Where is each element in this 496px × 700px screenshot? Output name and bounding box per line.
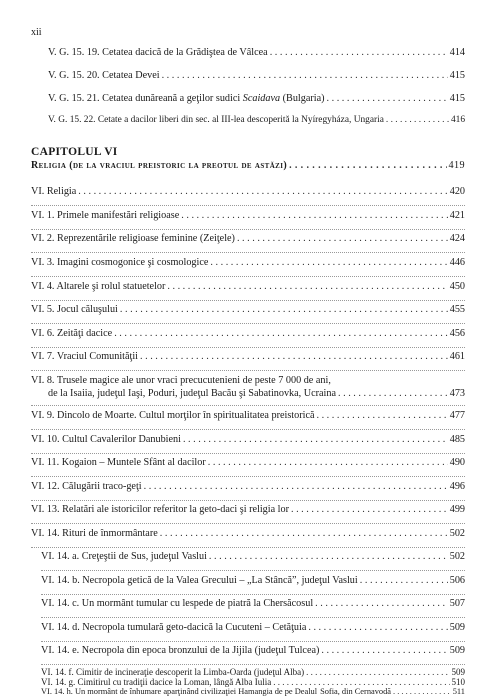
dot-leader (316, 409, 447, 422)
toc-entry[interactable] (48, 69, 465, 82)
page-number: xii (31, 27, 42, 38)
divider (31, 229, 465, 230)
entry-title: VI. 3. Imagini cosmogonice şi cosmologice (31, 257, 209, 268)
divider (31, 300, 465, 301)
divider (41, 594, 465, 595)
chapter-title[interactable]: CAPITOLUL VI (31, 146, 118, 158)
entry-page: 415 (449, 93, 465, 104)
dot-leader (208, 456, 448, 469)
toc-subentry[interactable] (41, 621, 465, 634)
toc-entry[interactable] (31, 503, 465, 516)
toc-subentry[interactable] (41, 597, 465, 610)
dot-leader (393, 687, 451, 697)
entry-title: VI. 14. c. Un mormânt tumular cu lespede de piatră la Chersăcosul (41, 598, 314, 609)
divider (31, 453, 465, 454)
dot-leader (78, 185, 447, 198)
toc-entry[interactable] (31, 374, 465, 400)
dot-leader (140, 350, 448, 363)
entry-title: VI. 14. Rituri de înmormântare (31, 528, 158, 539)
entry-page: 414 (449, 47, 465, 58)
entry-title: VI. 12. Călugării traco-geţi (31, 481, 142, 492)
dot-leader (273, 677, 449, 687)
entry-title: VI. 2. Reprezentările religioase feminine (Zeiţele) (31, 233, 235, 244)
entry-title: VI. 13. Relatări ale istoricilor referitor la geto-daci şi religia lor (31, 504, 289, 515)
entry-page: 506 (449, 575, 465, 586)
toc-entry[interactable] (31, 280, 465, 293)
entry-page: 499 (449, 504, 465, 515)
divider (31, 405, 465, 406)
entry-page: 450 (449, 281, 465, 292)
entry-page: 502 (449, 551, 465, 562)
dot-leader (270, 46, 448, 59)
divider (41, 617, 465, 618)
entry-page: 490 (449, 457, 465, 468)
divider (31, 476, 465, 477)
entry-page: 502 (449, 528, 465, 539)
divider (41, 641, 465, 642)
entry-title: V. G. 15. 19. Cetatea dacică de la Grădiştea de Vâlcea (48, 47, 268, 58)
toc-entry[interactable] (31, 480, 465, 493)
entry-title: VI. 14. a. Creţeştii de Sus, judeţul Vaslui (41, 551, 207, 562)
entry-title: VI. 1. Primele manifestări religioase (31, 210, 180, 221)
divider (31, 429, 465, 430)
dot-leader (210, 256, 447, 269)
entry-title: VI. 10. Cultul Cavalerilor Danubieni (31, 434, 181, 445)
entry-title-line2: de la Isaiia, judeţul Iaşi, Poduri, judeţul Bacău şi Sabatinovka, Ucraina (48, 388, 337, 399)
divider (31, 347, 465, 348)
dot-leader (386, 114, 449, 127)
entry-page: 511 (452, 687, 465, 696)
entry-page: 420 (449, 186, 465, 197)
entry-page: 416 (450, 115, 465, 125)
entry-page: 509 (449, 622, 465, 633)
entry-page: 419 (448, 160, 465, 171)
divider (31, 523, 465, 524)
dot-leader (360, 574, 448, 587)
entry-page: 415 (449, 70, 465, 81)
entry-page: 509 (451, 667, 465, 677)
entry-page: 461 (449, 351, 465, 362)
toc-entry[interactable] (48, 46, 465, 59)
dot-leader (315, 597, 448, 610)
dot-leader (306, 667, 449, 677)
toc-entry[interactable] (31, 409, 465, 422)
divider (31, 547, 465, 548)
dot-leader (114, 327, 448, 340)
entry-page: 477 (449, 410, 465, 421)
dot-leader (162, 69, 448, 82)
divider (31, 276, 465, 277)
toc-entry[interactable] (31, 456, 465, 469)
entry-title: VI. 5. Jocul căluşului (31, 304, 118, 315)
entry-page: 485 (449, 434, 465, 445)
dot-leader (183, 433, 448, 446)
entry-title: VI. 14. g. Cimitirul cu tradiţii dacice la Loman, lângă Alba Iulia (41, 677, 272, 687)
toc-entry[interactable] (31, 527, 465, 540)
entry-title: V. G. 15. 21. Cetatea dunăreană a geţilor sudici Scaidava (Bulgaria) (48, 93, 325, 104)
dot-leader (327, 92, 448, 105)
dot-leader (209, 550, 448, 563)
entry-page: 446 (449, 257, 465, 268)
toc-subentry[interactable] (41, 574, 465, 587)
toc-subentry[interactable] (41, 687, 465, 697)
divider (31, 252, 465, 253)
dot-leader (144, 480, 448, 493)
divider (31, 323, 465, 324)
entry-page: 510 (451, 677, 465, 687)
dot-leader (237, 232, 448, 245)
entry-title: V. G. 15. 22. Cetate a dacilor liberi din sec. al III-lea descoperită la Nyíregyháza, Ungaria (48, 115, 384, 125)
dot-leader (120, 303, 448, 316)
entry-title: VI. 7. Vraciul Comunităţii (31, 351, 139, 362)
dot-leader (181, 209, 447, 222)
divider (31, 370, 465, 371)
dot-leader (321, 644, 447, 657)
divider (31, 500, 465, 501)
toc-entry[interactable] (31, 256, 465, 269)
entry-title: VI. 14. b. Necropola getică de la Valea Grecului – „La Stâncă”, judeţul Vaslui (41, 575, 358, 586)
entry-title: VI. 6. Zeităţi dacice (31, 328, 113, 339)
toc-subentry[interactable] (41, 644, 465, 657)
entry-title: VI. 11. Kogaion – Muntele Sfânt al dacilor (31, 457, 206, 468)
toc-entry[interactable] (48, 92, 465, 105)
entry-title: VI. 9. Dincolo de Moarte. Cultul morţilor în spiritualitatea preistorică (31, 410, 315, 421)
toc-entry[interactable] (31, 350, 465, 363)
entry-page: 424 (449, 233, 465, 244)
toc-subentry[interactable] (41, 550, 465, 563)
toc-entry[interactable] (31, 303, 465, 316)
entry-page: 507 (449, 598, 465, 609)
entry-page: 421 (449, 210, 465, 221)
toc-entry[interactable] (48, 114, 465, 127)
toc-entry[interactable] (31, 185, 465, 198)
entry-title: VI. 14. d. Necropola tumulară geto-dacică la Cucuteni – Cetăţuia (41, 622, 307, 633)
toc-entry[interactable] (31, 209, 465, 222)
toc-entry[interactable] (31, 232, 465, 245)
toc-subentry[interactable] (41, 667, 465, 677)
entry-page: 509 (449, 645, 465, 656)
entry-page: 496 (449, 481, 465, 492)
dot-leader (291, 503, 448, 516)
entry-title: VI. 4. Altarele şi rolul statuetelor (31, 281, 166, 292)
chapter-subtitle: Religia (de la vraciul preistoric la preotul de astăzi) (31, 160, 288, 171)
entry-title: VI. 14. f. Cimitir de incineraţie descoperit la Limba-Oarda (judeţul Alba) (41, 667, 305, 677)
entry-page: 456 (449, 328, 465, 339)
divider (41, 664, 465, 665)
chapter-subtitle-entry[interactable] (31, 160, 465, 171)
entry-title-line1: VI. 8. Trusele magice ale unor vraci precucutenieni de peste 7 000 de ani, (31, 375, 331, 386)
toc-entry[interactable] (31, 327, 465, 340)
entry-title-line1: VI. 14. h. Un mormânt de înhumare aparţinând civilizaţiei Hamangia de pe Dealul (41, 687, 318, 696)
entry-page: 473 (449, 388, 465, 399)
toc-entry[interactable] (31, 433, 465, 446)
entry-title: V. G. 15. 20. Cetatea Devei (48, 70, 160, 81)
dot-leader (338, 387, 448, 400)
dot-leader (167, 280, 447, 293)
entry-title: VI. Religia (31, 186, 77, 197)
divider (31, 205, 465, 206)
entry-title-line2: Sofia, din Cernavodă (320, 687, 392, 696)
dot-leader (289, 160, 446, 171)
entry-page: 455 (449, 304, 465, 315)
dot-leader (160, 527, 448, 540)
entry-title: VI. 14. e. Necropola din epoca bronzului de la Jijila (judeţul Tulcea) (41, 645, 320, 656)
dot-leader (308, 621, 447, 634)
divider (41, 570, 465, 571)
toc-subentry[interactable] (41, 677, 465, 687)
